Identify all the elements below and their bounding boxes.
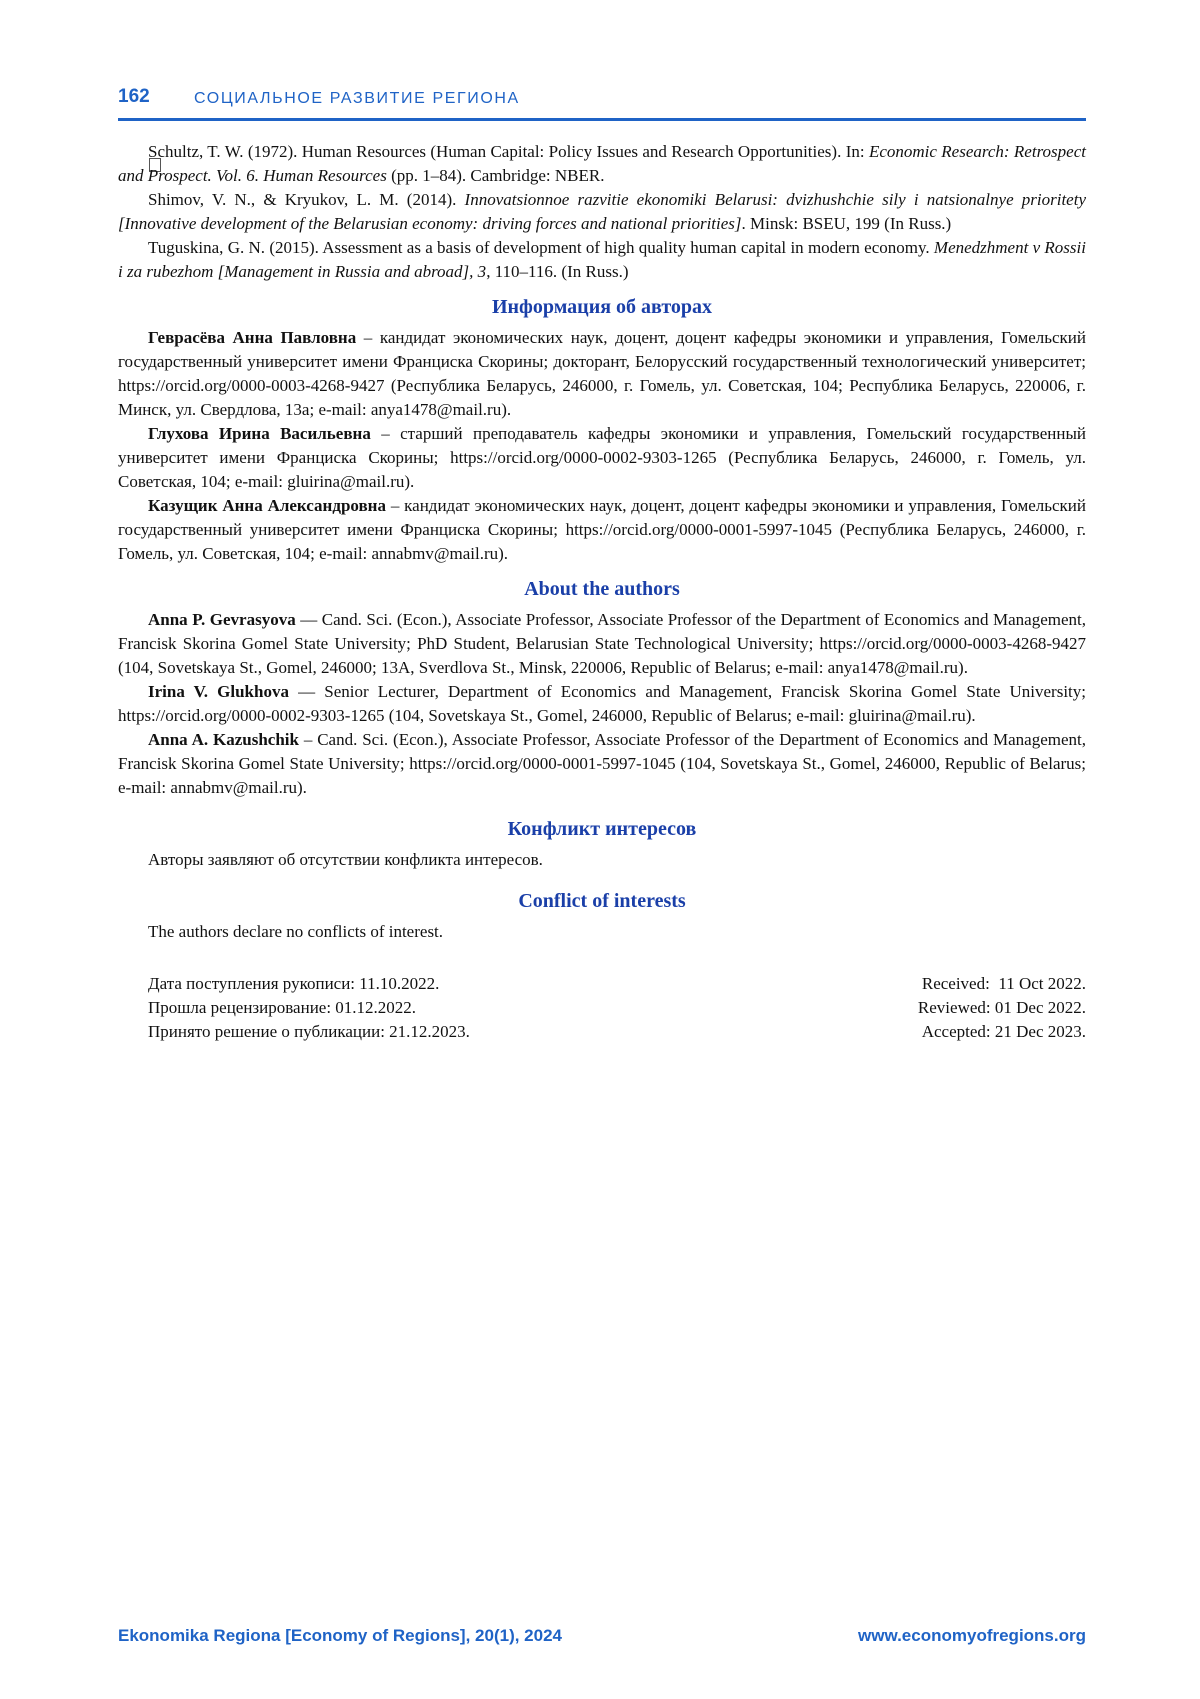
- footer-website-link[interactable]: www.economyofregions.org: [858, 1626, 1086, 1645]
- conflict-en-title: Conflict of interests: [518, 890, 686, 912]
- date-received-en: Received: 11 Oct 2022.: [921, 974, 1086, 993]
- authors-en-title: About the authors: [524, 578, 680, 600]
- author-info: Anna P. Gevrasyova — Cand. Sci. (Econ.), Associate Professor, Associate Professor of the Department of Economics and Management, Francisk Skorina Gomel State University; PhD Student, Belarusian State Technological University; https://orcid.org/0000-0003-4268-9427 (104, Sovetskaya St., Gomel, 246000; 13A, Sverdlova St., Minsk, 220006, Republic of Belarus; e-mail: anya1478@mail.ru).: [118, 610, 1086, 677]
- date-received-ru: Дата поступления рукописи: 11.10.2022.: [148, 974, 440, 993]
- author-info: Irina V. Glukhova — Senior Lecturer, Department of Economics and Management, Francisk Skorina Gomel State University; https://orcid.org/0000-0002-9303-1265 (104, Sovetskaya St., Gomel, 246000, Republic of Belarus; e-mail: gluirina@mail.ru).: [118, 682, 1086, 725]
- author-info: Глухова Ирина Васильевна – старший преподаватель кафедры экономики и управления, Гомельский государственный университет имени Франциска Скорины; https://orcid.org/0000-0002-9303-1265 (Республика Беларусь, 246000, г. Гомель, ул. Советская, 104; e-mail: gluirina@mail.ru).: [118, 424, 1086, 491]
- date-accepted-ru: Принято решение о публикации: 21.12.2023.: [148, 1022, 470, 1041]
- date-accepted-en: Accepted: 21 Dec 2023.: [921, 1022, 1086, 1041]
- dates-en: [918, 972, 1086, 1044]
- journal-section-title: СОЦИАЛЬНОЕ РАЗВИТИЕ РЕГИОНА: [194, 90, 520, 107]
- conflict-en-text: The authors declare no conflicts of interest.: [148, 922, 444, 941]
- date-reviewed-ru: Прошла рецензирование: 01.12.2022.: [148, 998, 417, 1017]
- author-info: Anna A. Kazushchik – Cand. Sci. (Econ.), Associate Professor, Associate Professor of the Department of Economics and Management, Francisk Skorina Gomel State University; https://orcid.org/0000-0001-5997-1045 (104, Sovetskaya St., Gomel, 246000, Republic of Belarus; e-mail: annabmv@mail.ru).: [118, 730, 1087, 797]
- page-content: [118, 140, 1086, 1044]
- page-footer: [118, 1626, 1086, 1652]
- manuscript-dates: [118, 972, 1086, 1044]
- page-number: 162: [118, 86, 150, 107]
- page-header: [118, 84, 1086, 121]
- conflict-ru-text: Авторы заявляют об отсутствии конфликта интересов.: [148, 850, 543, 869]
- author-info: Геврасёва Анна Павловна – кандидат экономических наук, доцент, доцент кафедры экономики и управления, Гомельский государственный университет имени Франциска Скорины; докторант, Белорусский государственный технологический университет; https://orcid.org/0000-0003-4268-9427 (Республика Беларусь, 246000, г. Гомель, ул. Советская, 104; Республика Беларусь, 220006, г. Минск, ул. Свердлова, 13а; e-mail: anya1478@mail.ru).: [118, 328, 1086, 419]
- dates-ru: [148, 972, 470, 1044]
- authors-ru-title: Информация об авторах: [491, 296, 713, 318]
- author-info: Казущик Анна Александровна – кандидат экономических наук, доцент, доцент кафедры экономики и управления, Гомельский государственный университет имени Франциска Скорины; https://orcid.org/0000-0001-5997-1045 (Республика Беларусь, 246000, г. Гомель, ул. Советская, 104; e-mail: annabmv@mail.ru).: [118, 496, 1086, 563]
- conflict-ru-title: Конфликт интересов: [507, 818, 697, 840]
- reference-item: Schultz, T. W. (1972). Human Resources (Human Capital: Policy Issues and Research Opportunities). In: Economic Research: Retrospect and Prospect. Vol. 6. Human Resources (pp. 1–84). Cambridge: NBER.: [118, 142, 1086, 185]
- reference-item: Tuguskina, G. N. (2015). Assessment as a basis of development of high quality human capital in modern economy. Menedzhment v Rossii i za rubezhom [Management in Russia and abroad], 3, 110–116. (In Russ.): [118, 238, 1086, 281]
- date-reviewed-en: Reviewed: 01 Dec 2022.: [917, 998, 1086, 1017]
- reference-item: Shimov, V. N., & Kryukov, L. M. (2014). Innovatsionnoe razvitie ekonomiki Belarusi: dvizhushchie sily i natsionalnye prioritety [Innovative development of the Belarusian economy: driving forces and national priorities]. Minsk: BSEU, 199 (In Russ.): [118, 190, 1086, 233]
- footer-citation: Ekonomika Regiona [Economy of Regions], 20(1), 2024: [118, 1626, 562, 1645]
